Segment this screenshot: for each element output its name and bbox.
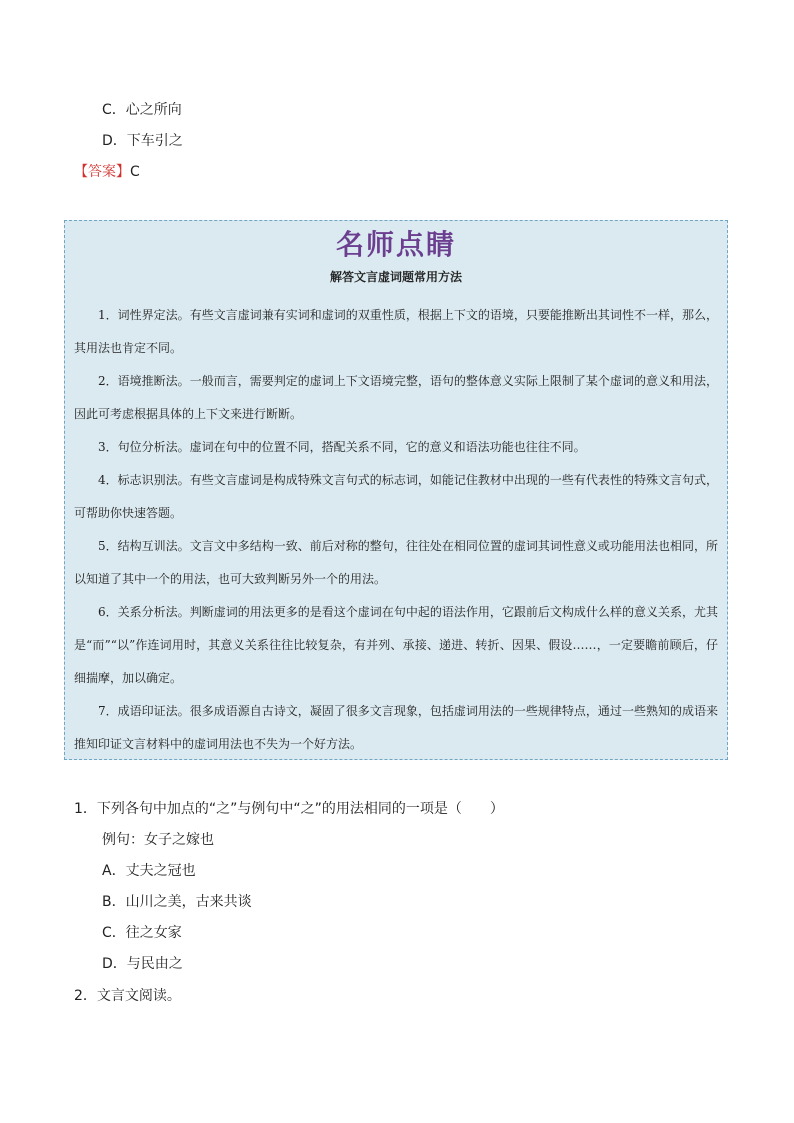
tip-item: 6．关系分析法。判断虚词的用法更多的是看这个虚词在句中起的语法作用，它跟前后文构成什么样的意义关系，尤其是“而”“以”作连词用时，其意义关系往往比较复杂，有并列、承接、递进、转折、因果、假设……，一定要瞻前顾后，仔细揣摩，加以确定。 bbox=[74, 605, 718, 685]
answer-bracket-open: 【 bbox=[74, 164, 88, 180]
option-text: 丈夫之冠也 bbox=[125, 863, 196, 879]
option-label: B． bbox=[102, 894, 126, 910]
answer-label: 答案 bbox=[88, 164, 116, 180]
tip-box bbox=[64, 220, 728, 760]
tip-subtitle: 解答文言虚词题常用方法 bbox=[329, 270, 462, 284]
option-c bbox=[102, 100, 182, 120]
option-c bbox=[102, 923, 182, 943]
option-text: 与民由之 bbox=[126, 956, 183, 972]
tip-items bbox=[74, 299, 718, 761]
answer-bracket-close: 】 bbox=[116, 164, 130, 180]
tip-item: 5．结构互训法。文言文中多结构一致、前后对称的整句，往往处在相同位置的虚词其词性意义或功能用法也相同，所以知道了其中一个的用法，也可大致判断另外一个的用法。 bbox=[74, 539, 718, 586]
option-b bbox=[102, 892, 252, 912]
option-a bbox=[102, 861, 196, 881]
tip-item: 1．词性界定法。有些文言虚词兼有实词和虚词的双重性质，根据上下文的语境，只要能推断出其词性不一样，那么，其用法也肯定不同。 bbox=[74, 308, 718, 355]
option-label: C． bbox=[102, 102, 126, 118]
question-1-stem: 1．下列各句中加点的“之”与例句中“之”的用法相同的一项是（ ） bbox=[74, 801, 504, 817]
question-2-stem: 2．文言文阅读。 bbox=[74, 988, 181, 1004]
tip-item: 7．成语印证法。很多成语源自古诗文，凝固了很多文言现象，包括虚词用法的一些规律特点，通过一些熟知的成语来推知印证文言材料中的虚词用法也不失为一个好方法。 bbox=[74, 704, 718, 751]
option-text: 下车引之 bbox=[126, 133, 183, 149]
tip-item: 2．语境推断法。一般而言，需要判定的虚词上下文语境完整，语句的整体意义实际上限制了某个虚词的意义和用法，因此可考虑根据具体的上下文来进行断断。 bbox=[74, 374, 718, 421]
option-d bbox=[102, 131, 183, 151]
option-label: A． bbox=[102, 863, 126, 879]
option-label: D． bbox=[102, 956, 127, 972]
option-text: 山川之美，古来共谈 bbox=[125, 894, 252, 910]
option-d bbox=[102, 954, 183, 974]
option-text: 往之女家 bbox=[125, 925, 182, 941]
question-1-example: 例句：女子之嫁也 bbox=[102, 832, 214, 848]
tip-title: 名师点睛 bbox=[335, 228, 456, 261]
tip-item: 4．标志识别法。有些文言虚词是构成特殊文言句式的标志词，如能记住教材中出现的一些有代表性的特殊文言句式，可帮助你快速答题。 bbox=[74, 473, 718, 520]
answer-value: C bbox=[130, 164, 140, 180]
answer-line bbox=[74, 162, 140, 182]
option-label: C． bbox=[102, 925, 126, 941]
option-text: 心之所向 bbox=[125, 102, 182, 118]
option-label: D． bbox=[102, 133, 127, 149]
tip-item: 3．句位分析法。虚词在句中的位置不同，搭配关系不同，它的意义和语法功能也往往不同。 bbox=[98, 440, 586, 454]
